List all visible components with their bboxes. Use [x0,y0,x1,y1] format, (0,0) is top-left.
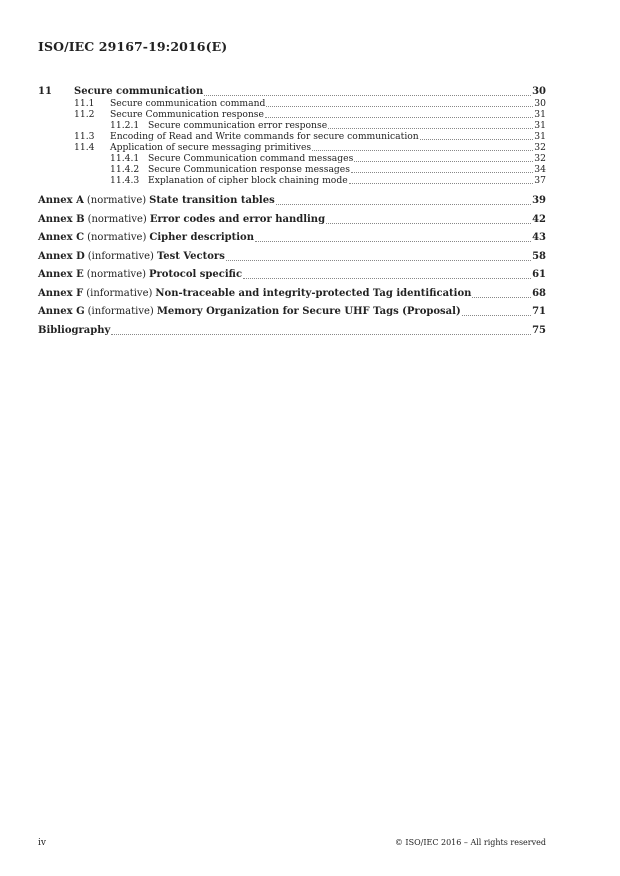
toc-subclause-11-1[interactable] [38,98,546,109]
toc-clause-11[interactable] [38,86,546,98]
annex-kind: (informative) [87,250,154,262]
toc-title: Secure communication command [110,98,266,109]
annex-label: Annex D [38,250,85,262]
toc-page: 61 [532,269,546,280]
toc-annex-c[interactable] [38,232,546,244]
toc-subclause-11-4-2[interactable] [38,164,546,175]
toc-page: 31 [534,131,546,142]
annex-label: Annex G [38,306,85,317]
toc-annex-a[interactable] [38,195,546,207]
annex-kind: (normative) [86,269,147,280]
bibliography-title: Bibliography [38,324,111,336]
toc-number: 11.2 [74,109,95,120]
dot-leader [351,171,533,173]
toc-subclause-11-3[interactable] [38,131,546,142]
toc-page: 31 [534,109,546,120]
dot-leader [276,203,531,205]
annex-title: Protocol specific [149,269,243,280]
dot-leader [243,277,531,279]
annex-label: Annex F [38,287,84,299]
toc-annex-f[interactable] [38,288,546,300]
annex-label: Annex A [38,195,84,206]
annex-kind: (normative) [87,232,147,243]
page-footer [38,838,546,848]
annex-label: Annex E [38,269,84,280]
annex-title: Error codes and error handling [149,213,326,225]
toc-subclause-11-4-3[interactable] [38,175,546,186]
dot-leader [312,149,533,151]
toc-page: 43 [532,232,546,243]
toc-annex-b[interactable] [38,214,546,226]
annex-title: Memory Organization for Secure UHF Tags (Proposal) [156,306,461,317]
dot-leader [420,138,534,140]
toc-annex-g[interactable] [38,306,546,318]
dot-leader [204,94,531,96]
toc-annex-e[interactable] [38,269,546,281]
toc-page: 37 [534,175,546,186]
annex-kind: (informative) [87,306,154,317]
toc-title: Encoding of Read and Write commands for secure communication [110,131,419,142]
toc-page: 31 [534,120,546,131]
document-header: ISO/IEC 29167-19:2016(E) [38,39,228,54]
toc-title: Secure communication error response [148,120,328,131]
dot-leader [354,160,533,162]
toc-page: 71 [532,306,546,317]
toc-title: Application of secure messaging primitives [110,142,312,153]
copyright-notice: © ISO/IEC 2016 – All rights reserved [394,838,546,847]
annex-kind: (normative) [87,213,147,225]
toc-subclause-11-2-1[interactable] [38,120,546,131]
toc-number: 11.4.1 [110,153,140,164]
dot-leader [326,222,531,224]
toc-number: 11 [38,86,52,97]
dot-leader [111,333,531,335]
toc-subclause-11-4-1[interactable] [38,153,546,164]
toc-number: 11.4 [74,142,95,153]
toc-page: 32 [534,142,546,153]
annex-label: Annex B [38,213,85,225]
toc-title: Secure Communication command messages [148,153,354,164]
toc-page: 42 [532,213,546,225]
toc-page: 30 [534,98,546,109]
toc-title: Secure Communication response [110,109,264,120]
toc-page: 58 [532,250,546,262]
toc-number: 11.4.3 [110,175,140,186]
toc-title: Secure communication [74,86,204,97]
toc-subclause-11-2[interactable] [38,109,546,120]
annex-title: State transition tables [149,195,275,206]
dot-leader [472,296,531,298]
dot-leader [226,259,531,261]
toc-page: 32 [534,153,546,164]
dot-leader [328,127,533,129]
toc-number: 11.1 [74,98,95,109]
dot-leader [349,182,534,184]
toc-page: 68 [532,287,546,299]
table-of-contents [38,86,546,337]
annex-label: Annex C [38,232,85,243]
toc-annex-d[interactable] [38,251,546,263]
toc-page: 75 [532,324,546,336]
toc-title: Secure Communication response messages [148,164,350,175]
annex-title: Cipher description [149,232,254,243]
toc-number: 11.4.2 [110,164,140,175]
toc-bibliography[interactable] [38,325,546,337]
annex-kind: (informative) [86,287,153,299]
toc-page: 39 [532,195,546,206]
dot-leader [265,116,533,118]
dot-leader [462,314,531,316]
toc-title: Explanation of cipher block chaining mode [148,175,348,186]
annex-title: Test Vectors [156,250,225,262]
dot-leader [266,105,533,107]
toc-subclause-11-4[interactable] [38,142,546,153]
annex-kind: (normative) [86,195,147,206]
toc-number: 11.2.1 [110,120,140,131]
dot-leader [255,240,531,242]
toc-number: 11.3 [74,131,95,142]
annex-title: Non-traceable and integrity-protected Tag identification [155,287,472,299]
toc-page: 34 [534,164,546,175]
page-number: iv [38,838,46,848]
toc-page: 30 [532,86,546,97]
